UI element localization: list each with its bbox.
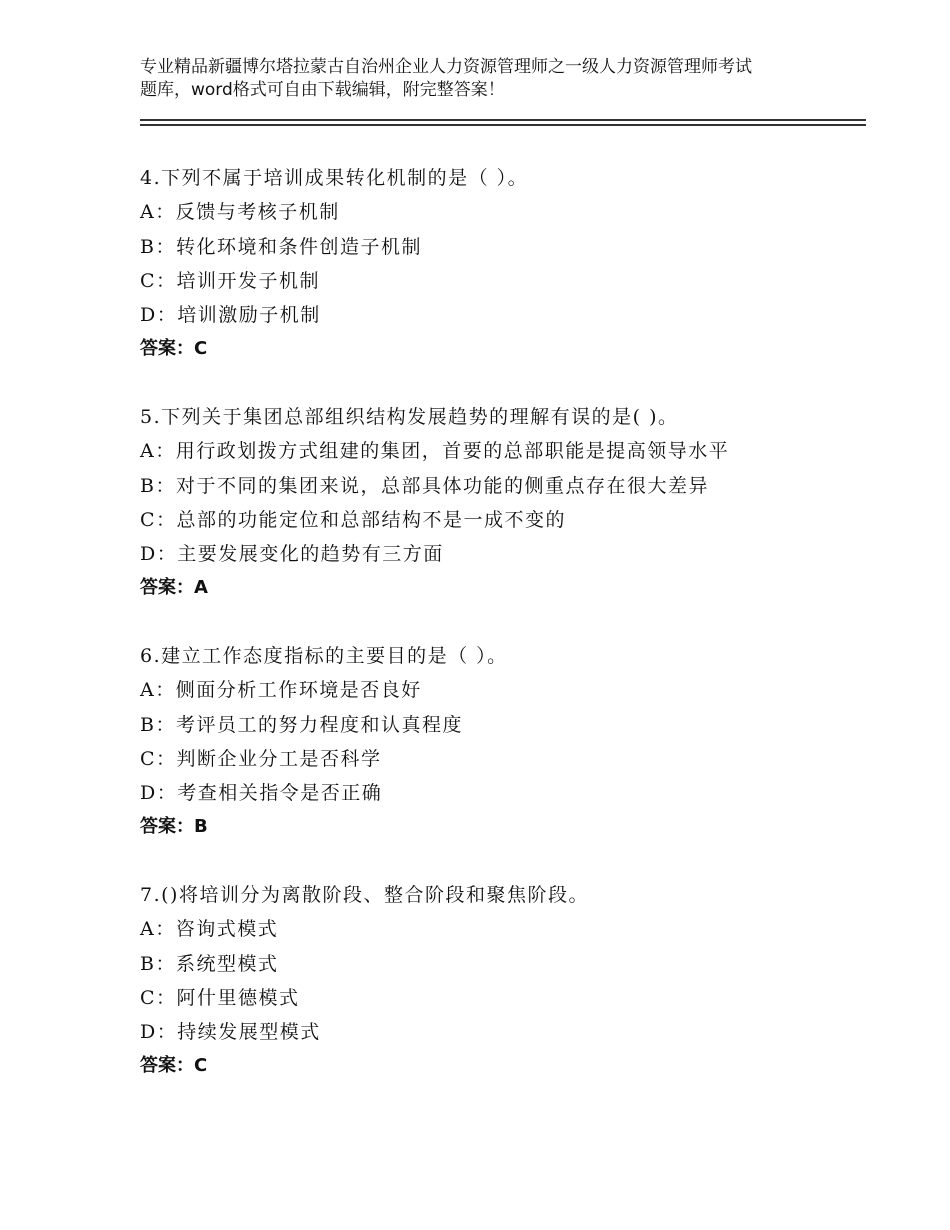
question-stem: 7.()将培训分为离散阶段、整合阶段和聚焦阶段。 bbox=[140, 884, 589, 906]
answer-label: 答案：A bbox=[140, 577, 208, 599]
option-b: B：系统型模式 bbox=[140, 952, 279, 975]
option-b: B：对于不同的集团来说，总部具体功能的侧重点存在很大差异 bbox=[140, 474, 709, 497]
option-a: A：用行政划拨方式组建的集团，首要的总部职能是提高领导水平 bbox=[140, 440, 730, 463]
option-c: C：判断企业分工是否科学 bbox=[140, 747, 382, 770]
answer-label: 答案：B bbox=[140, 816, 208, 838]
question-7 bbox=[140, 878, 840, 1084]
option-b: B：转化环境和条件创造子机制 bbox=[140, 235, 422, 258]
option-b: B：考评员工的努力程度和认真程度 bbox=[140, 713, 463, 736]
question-stem: 4.下列不属于培训成果转化机制的是（ ）。 bbox=[140, 167, 529, 189]
header-rule-top bbox=[140, 119, 866, 121]
header-rule-bottom bbox=[140, 124, 866, 126]
header-line-2: 题库，word格式可自由下载编辑，附完整答案！ bbox=[140, 80, 505, 100]
option-c: C：总部的功能定位和总部结构不是一成不变的 bbox=[140, 508, 567, 531]
answer-label: 答案：C bbox=[140, 1055, 208, 1077]
question-5 bbox=[140, 400, 840, 606]
option-a: A：侧面分析工作环境是否良好 bbox=[140, 679, 422, 702]
option-c: C：阿什里德模式 bbox=[140, 986, 300, 1009]
question-stem: 5.下列关于集团总部组织结构发展趋势的理解有误的是( )。 bbox=[140, 406, 679, 428]
question-6 bbox=[140, 639, 840, 845]
option-c: C：培训开发子机制 bbox=[140, 269, 321, 292]
question-stem: 6.建立工作态度指标的主要目的是（ ）。 bbox=[140, 645, 508, 667]
option-a: A：反馈与考核子机制 bbox=[140, 201, 340, 224]
header-line-1: 专业精品新疆博尔塔拉蒙古自治州企业人力资源管理师之一级人力资源管理师考试 bbox=[140, 57, 752, 77]
option-d: D：持续发展型模式 bbox=[140, 1021, 321, 1044]
option-d: D：主要发展变化的趋势有三方面 bbox=[140, 543, 444, 566]
document-header bbox=[140, 56, 830, 102]
answer-label: 答案：C bbox=[140, 338, 208, 360]
option-d: D：培训激励子机制 bbox=[140, 304, 321, 327]
option-a: A：咨询式模式 bbox=[140, 918, 279, 941]
option-d: D：考查相关指令是否正确 bbox=[140, 782, 383, 805]
question-4 bbox=[140, 161, 840, 367]
